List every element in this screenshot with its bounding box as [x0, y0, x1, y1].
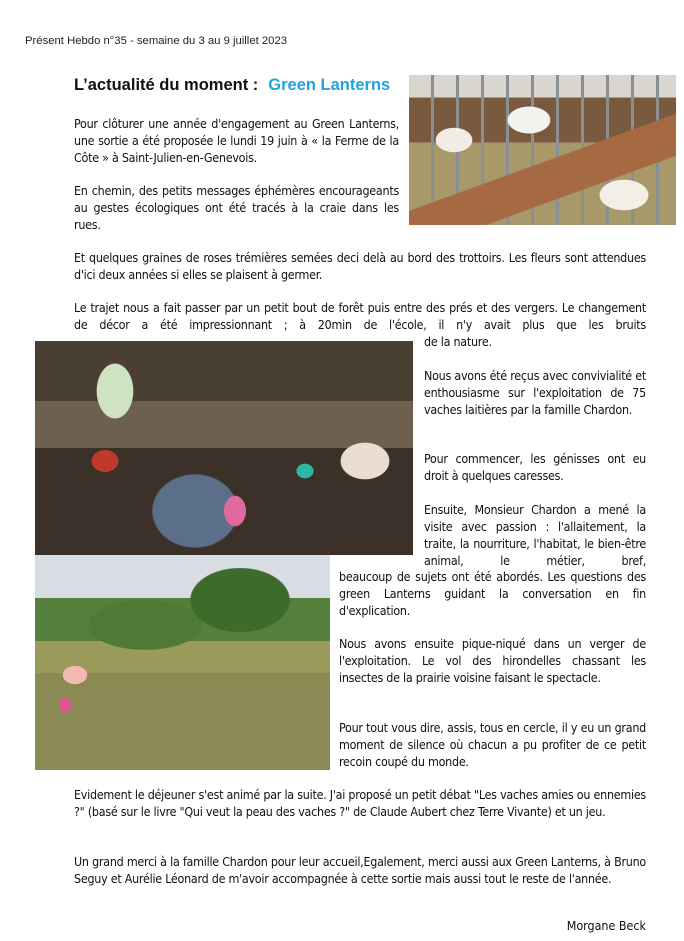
photo-barn-visit [35, 341, 413, 555]
paragraph-chemin: En chemin, des petits messages éphémères encourageants au gestes écologiques ont été tracés à la craie dans les rues. [74, 183, 399, 232]
title-prefix: L’actualité du moment : [74, 76, 259, 94]
paragraph-pique-nique: Nous avons ensuite pique-niqué dans un verger de l'exploitation. Le vol des hirondelles chassant les insectes de la prairie voisine faisant le spectacle. [339, 636, 646, 685]
title-accent: Green Lanterns [268, 76, 391, 94]
paragraph-intro: Pour clôturer une année d'engagement au Green Lanterns, une sortie a été proposée le lundi 19 juin à « la Ferme de la Côte » à Saint-Julien-en-Genevois. [74, 116, 399, 165]
author-signature: Morgane Beck [566, 918, 646, 933]
paragraph-graines: Et quelques graines de roses trémières semées deci delà au bord des trottoirs. Les fleurs sont attendues d'ici deux années si elles se plaisent à germer. [74, 250, 646, 282]
paragraph-visite: Ensuite, Monsieur Chardon a mené la visite avec passion : l'allaitement, la traite, la nourriture, l'habitat, le bien-être animal, le métier, bref, [424, 502, 646, 568]
paragraph-trajet-end: de la nature. [424, 334, 492, 349]
paragraph-remerciements: Un grand merci à la famille Chardon pour leur accueil,Egalement, merci aussi aux Green Lanterns, à Bruno Seguy et Aurélie Léonard de m'avoir accompagnée à cette sortie mais aussi tout le reste de l'année. [74, 854, 646, 886]
photo-picnic-circle [35, 555, 330, 770]
paragraph-debat: Evidement le déjeuner s'est animé par la suite. J'ai proposé un petit débat "Les vaches amies ou ennemies ?" (basé sur le livre "Qui veut la peau des vaches ?" de Claude Aubert chez Terre Vivante) et un jeu. [74, 787, 646, 819]
paragraph-sujets: beaucoup de sujets ont été abordés. Les questions des green Lanterns guidant la conversation en fin d'explication. [339, 569, 646, 618]
paragraph-silence: Pour tout vous dire, assis, tous en cercle, il y eu un grand moment de silence où chacun a pu profiter de ce petit recoin coupé du monde. [339, 720, 646, 769]
newsletter-header: Présent Hebdo n°35 - semaine du 3 au 9 juillet 2023 [25, 35, 288, 47]
photo-cows-feeding [409, 75, 676, 225]
page-title [74, 76, 390, 95]
paragraph-accueil: Nous avons été reçus avec convivialité et enthousiasme sur l'exploitation de 75 vaches laitières par la famille Chardon. [424, 368, 646, 417]
paragraph-genisses: Pour commencer, les génisses ont eu droit à quelques caresses. [424, 451, 646, 483]
paragraph-trajet: Le trajet nous a fait passer par un petit bout de forêt puis entre des prés et des vergers. Le changement de décor a été impressionnant ; à 20min de l'école, il n'y avait plus que les bruits [74, 300, 646, 332]
